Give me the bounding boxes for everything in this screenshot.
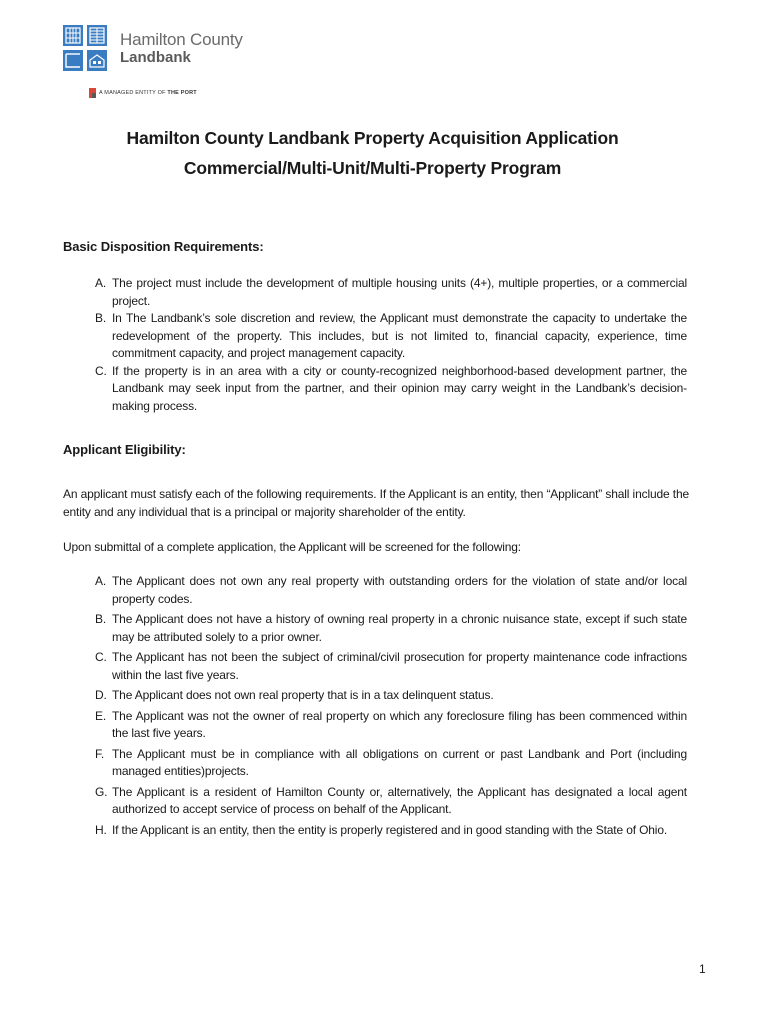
page-number: 1: [699, 962, 706, 976]
page-subtitle: Commercial/Multi-Unit/Multi-Property Program: [183, 158, 562, 178]
list-item-text: If the Applicant is an entity, then the entity is properly registered and in good standing with the State of Ohio.: [112, 822, 668, 837]
list-item: [95, 784, 687, 819]
list-item: [95, 573, 687, 608]
managed-org: THE PORT: [167, 89, 197, 96]
list-marker: A.: [95, 574, 107, 588]
list-item-text: The Applicant does not own any real property with outstanding orders for the violation of state and/or local property codes.: [112, 574, 687, 606]
list-item: [95, 822, 687, 840]
list-marker: B.: [95, 311, 107, 325]
logo-mark: [63, 25, 109, 73]
eligibility-intro: An applicant must satisfy each of the following requirements. If the Applicant is an entity, then “Applicant” shall include the entity and any individual that is a principal or majority shareholder of the entity.: [63, 487, 689, 519]
list-item-text: The Applicant must be in compliance with all obligations on current or past Landbank and Port (including managed entities)projects.: [112, 746, 687, 778]
office-icon: [87, 25, 107, 46]
list-item: [95, 708, 687, 743]
list-marker: A.: [95, 276, 107, 290]
list-item: [95, 611, 687, 646]
list-item-text: The Applicant does not own real property that is in a tax delinquent status.: [112, 688, 494, 702]
section-heading-disposition: Basic Disposition Requirements:: [63, 239, 264, 254]
list-item-text: The Applicant was not the owner of real property on which any foreclosure filing has been commenced within the last five years.: [112, 708, 687, 740]
list-marker: D.: [95, 688, 107, 702]
empty-lot-icon: [63, 50, 83, 71]
list-item: [95, 746, 687, 781]
disposition-requirements-list: [95, 275, 687, 415]
eligibility-list: [95, 573, 687, 842]
section-heading-eligibility: Applicant Eligibility:: [63, 442, 186, 457]
list-item-text: The Applicant is a resident of Hamilton County or, alternatively, the Applicant has designated a local agent authorized to accept service of process on behalf of the Applicant.: [112, 784, 687, 816]
screening-intro: Upon submittal of a complete application, the Applicant will be screened for the following:: [63, 540, 521, 554]
list-marker: H.: [95, 822, 107, 837]
house-icon: [87, 50, 107, 71]
list-item: [95, 687, 687, 705]
list-item-text: The Applicant does not have a history of owning real property in a chronic nuisance state, except if such state may be attributed solely to a prior owner.: [112, 612, 687, 644]
building-icon: [63, 25, 83, 46]
port-logo-icon: [89, 88, 96, 98]
managed-prefix: A MANAGED ENTITY OF: [99, 89, 166, 96]
list-item-text: The Applicant has not been the subject of criminal/civil prosecution for property maintenance code infractions within the last five years.: [112, 650, 687, 682]
page-title: Hamilton County Landbank Property Acquisition Application: [126, 128, 619, 148]
list-item-text: If the property is in an area with a city or county-recognized neighborhood-based development partner, the Landbank may seek input from the partner, and their opinion may carry weight in the Landbank’s decision-making process.: [112, 363, 687, 413]
managed-entity-tagline: [89, 84, 197, 96]
logo-name-line2: Landbank: [120, 49, 191, 66]
list-marker: B.: [95, 612, 107, 626]
list-item: [95, 275, 687, 310]
list-item-text: In The Landbank’s sole discretion and review, the Applicant must demonstrate the capacity to undertake the redevelopment of the property. This includes, but is not limited to, financial capacity, experience, time commitment capacity, and project management capacity.: [112, 311, 687, 360]
list-marker: F.: [95, 746, 105, 761]
landbank-logo: [63, 25, 253, 75]
list-item-text: The project must include the development of multiple housing units (4+), multiple properties, or a commercial project.: [112, 276, 687, 308]
list-marker: C.: [95, 363, 107, 378]
list-marker: E.: [95, 708, 107, 723]
list-marker: C.: [95, 650, 107, 664]
list-marker: G.: [95, 784, 108, 799]
logo-name-line1: Hamilton County: [120, 30, 243, 49]
list-item: [95, 649, 687, 684]
list-item: [95, 310, 687, 363]
list-item: [95, 363, 687, 416]
